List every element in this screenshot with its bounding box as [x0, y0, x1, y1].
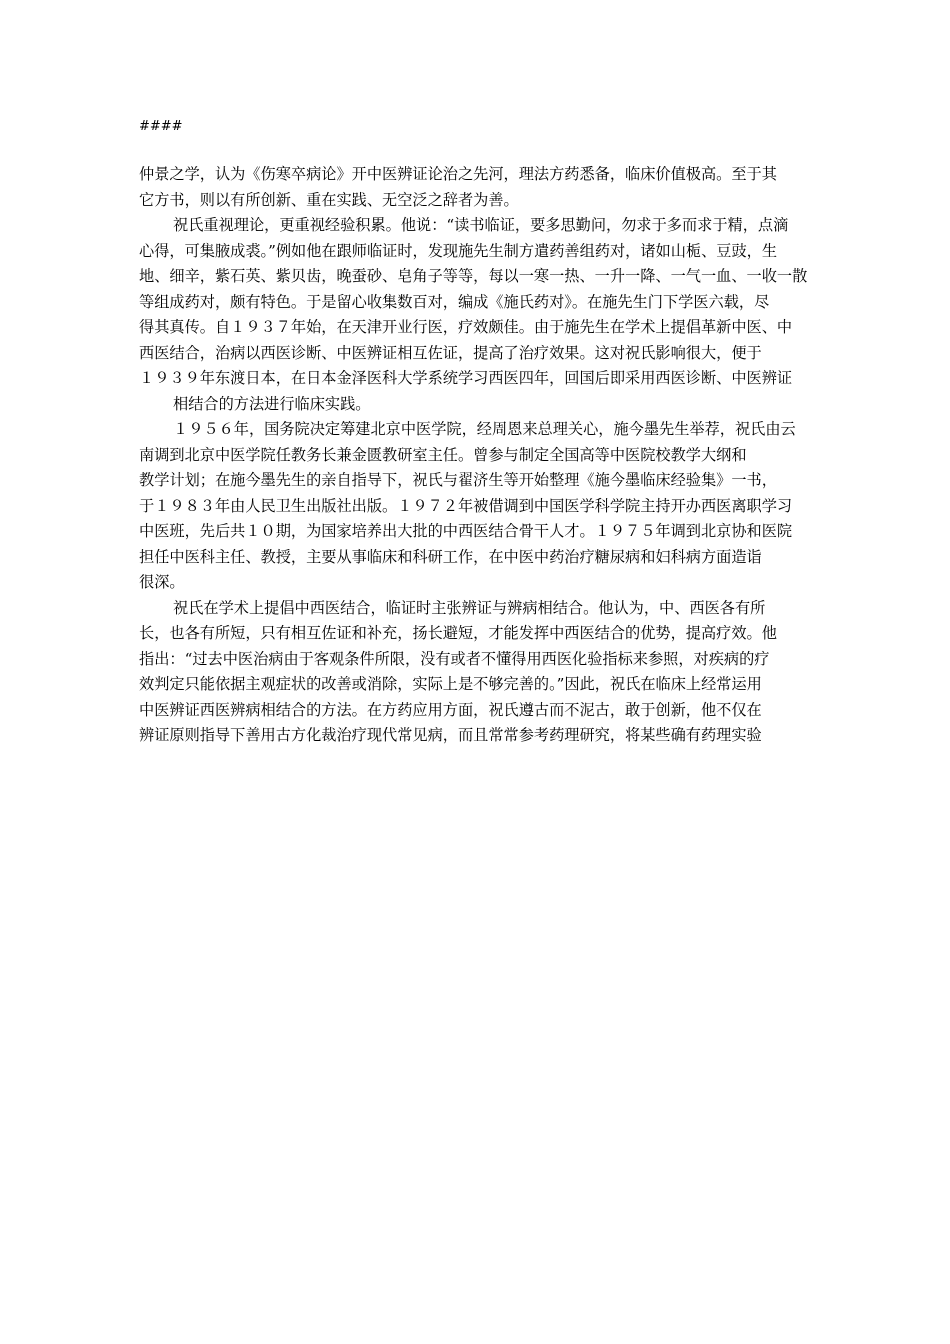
text-line: 等组成药对，颇有特色。于是留心收集数百对，编成《施氏药对》。在施先生门下学医六载，尽: [139, 292, 770, 311]
text-line: 它方书，则以有所创新、重在实践、无空泛之辞者为善。: [139, 190, 519, 209]
text-line: 地、细辛，紫石英、紫贝齿，晚蚕砂、皂角子等等，每以一寒一热、一升一降、一气一血、一收一散: [139, 267, 808, 285]
header-mark: ####: [139, 119, 183, 134]
text-line: 效判定只能依据主观症状的改善或消除，实际上是不够完善的。”因此，祝氏在临床上经常运用: [139, 675, 762, 693]
text-line: １９３９年东渡日本，在日本金泽医科大学系统学习西医四年，回国后即采用西医诊断、中医辨证: [139, 369, 793, 387]
text-line: 指出：“过去中医治病由于客观条件所限，没有或者不懂得用西医化验指标来参照，对疾病的疗: [139, 649, 770, 668]
text-line: 南调到北京中医学院任教务长兼金匮教研室主任。曾参与制定全国高等中医院校教学大纲和: [139, 445, 747, 464]
text-line: 祝氏重视理论，更重视经验积累。他说：“读书临证，要多思勤问，勿求于多而求于精，点滴: [173, 216, 789, 234]
body-text: [139, 162, 819, 749]
text-line: 中医辨证西医辨病相结合的方法。在方药应用方面，祝氏遵古而不泥古，敢于创新，他不仅在: [139, 700, 762, 719]
text-line: 相结合的方法进行临床实践。: [173, 394, 371, 413]
text-line: 辨证原则指导下善用古方化裁治疗现代常见病，而且常常参考药理研究，将某些确有药理实验: [139, 726, 762, 744]
text-line: 仲景之学，认为《伤寒卒病论》开中医辨证论治之先河，理法方药悉备，临床价值极高。至于其: [139, 165, 777, 183]
text-line: １９５６年，国务院决定筹建北京中医学院，经周恩来总理关心，施今墨先生举荐，祝氏由云: [173, 420, 796, 438]
text-line: 心得，可集腋成裘。”例如他在跟师临证时，发现施先生制方遣药善组药对，诸如山栀、豆豉，生: [139, 241, 778, 260]
text-line: 担任中医科主任、教授，主要从事临床和科研工作，在中医中药治疗糖尿病和妇科病方面造诣: [139, 547, 762, 566]
text-line: 于１９８３年由人民卫生出版社出版。１９７２年被借调到中国医学科学院主持开办西医离职学习: [139, 496, 793, 515]
text-line: 中医班，先后共１０期，为国家培养出大批的中西医结合骨干人才。１９７５年调到北京协和医院: [139, 522, 793, 540]
text-line: 西医结合，治病以西医诊断、中医辨证相互佐证，提高了治疗效果。这对祝氏影响很大，便于: [139, 343, 762, 362]
text-line: 祝氏在学术上提倡中西医结合，临证时主张辨证与辨病相结合。他认为，中、西医各有所: [173, 598, 766, 617]
text-line: 得其真传。自１９３７年始，在天津开业行医，疗效颇佳。由于施先生在学术上提倡革新中医、中: [139, 318, 793, 336]
text-line: 长，也各有所短，只有相互佐证和补充，扬长避短，才能发挥中西医结合的优势，提高疗效。他: [139, 624, 777, 642]
text-line: 教学计划；在施今墨先生的亲自指导下，祝氏与翟济生等开始整理《施今墨临床经验集》一书，: [139, 471, 777, 489]
text-line: 很深。: [139, 573, 185, 591]
